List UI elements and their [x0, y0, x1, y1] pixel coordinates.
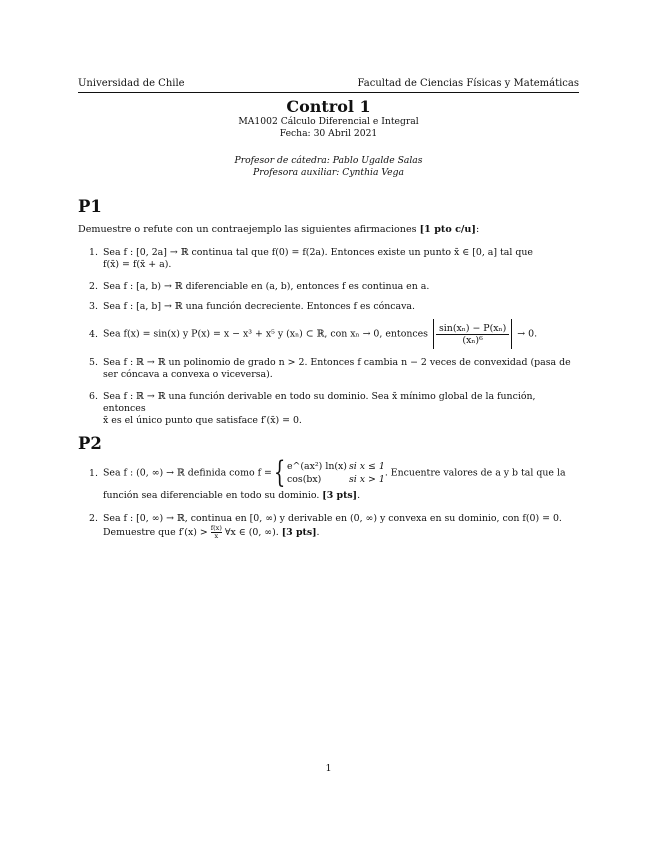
exam-date: Fecha: 30 Abril 2021 — [279, 128, 378, 139]
limit-fraction: $\frac{\text{sin(xₙ) − P(xₙ)}}{\text{(xₙ)⁶}}$ — [436, 323, 509, 346]
auxiliar-line: Profesora auxiliar: Cynthia Vega — [253, 167, 404, 178]
cases-brace: { — [273, 455, 286, 490]
document-page: Universidad de Chile Facultad de Ciencias Físicas y Matemáticas Control 1 MA1002 Cálculo Diferencial e Integral Fecha: 30 Abril 2021 Profesor de cátedra: Pablo Ugalde Salas Profesora auxiliar: Cynthia Vega P1 Demuestre o refute con un contraejemplo las siguientes afirmaciones [1 pto c/u]: 1. Sea f : [0, 2a] → ℝ continua tal que f(0) = f(2a). Entonces existe un punto x̄ ∈ [0, a] tal que f(x̄) = f(x̄ + a). 2. Sea f : [a, b) → ℝ diferenciable en (a, b), entonces f es continua en a. 3. Sea f : [a, b] → ℝ una función decreciente. Entonces f es cóncava. 4. Sea f(x) = sin(x) y P(x) = x − x³ + x⁵ y (xₙ) ⊂ ℝ, con xₙ → 0, entonces $\frac{\text{sin(xₙ) − P(xₙ)}}{\text{(xₙ)⁶}}$ → 0. 5. Sea f : ℝ → ℝ un polinomio de grado n > 2. Entonces f cambia n − 2 veces de convexidad (pasa de ser cóncava a convexa o viceversa). 6. Sea f : ℝ → ℝ una función derivable en todo su dominio. Sea x̄ mínimo global de la función, entonces x̄ es el único punto que satisface f′(x̄) = 0. P2 1. Sea f : (0, ∞) → ℝ definida como f ={ e^(ax²) ln(x) si x ≤ 1 cos(bx) si x > 1. Encuentre valores de a y b tal que la función sea diferenciable en todo su dominio. [3 pts]. 2. Sea f : [0, ∞) → ℝ, continua en [0, ∞) y derivable en (0, ∞) y convexa en su dominio, con f(0) = 0. Demuestre que f′(x) > $\frac{f(x)}{x}$ ∀x ∈ (0, ∞). [3 pts]. 1 — [78, 78, 579, 774]
professor-line: Profesor de cátedra: Pablo Ugalde Salas — [234, 155, 423, 166]
abs-bar-left — [433, 319, 434, 349]
page-number: 1 — [325, 763, 332, 774]
section-p2-heading: P2 — [78, 434, 102, 453]
course-name: MA1002 Cálculo Diferencial e Integral — [238, 116, 419, 127]
header-left: Universidad de Chile — [78, 78, 185, 89]
header-rule — [78, 92, 579, 93]
page-header — [78, 78, 579, 89]
ratio-fraction: $\frac{f(x)}{x}$ — [210, 524, 222, 540]
p1-intro: Demuestre o refute con un contraejemplo las siguientes afirmaciones [1 pto c/u]: — [78, 224, 480, 235]
header-right: Facultad de Ciencias Físicas y Matemáticas — [357, 78, 579, 89]
piecewise-cases: e^(ax²) ln(x) si x ≤ 1 cos(bx) si x > 1 — [286, 461, 385, 485]
section-p1-heading: P1 — [78, 197, 102, 216]
abs-bar-right — [511, 319, 512, 349]
exam-title: Control 1 — [286, 97, 371, 116]
